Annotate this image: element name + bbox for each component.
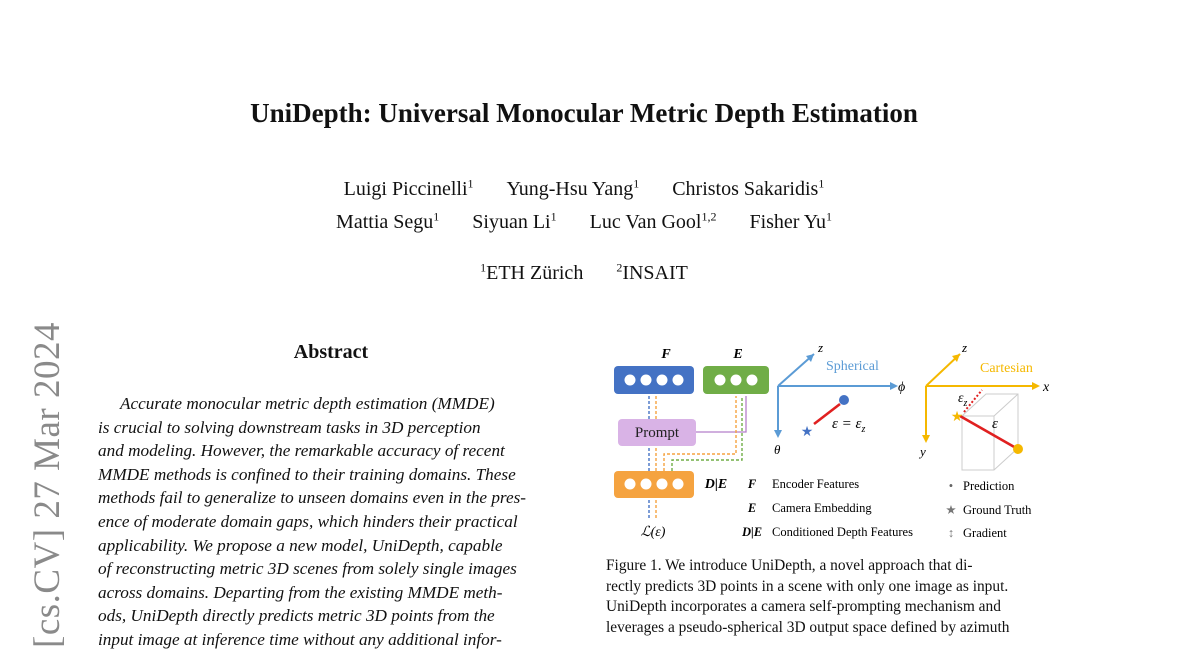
legend-sym: • <box>948 479 954 493</box>
svg-text:★: ★ <box>950 410 964 425</box>
author: Fisher Yu$^1$ <box>749 209 832 233</box>
abstract-line: input image at inference time without any additional infor- <box>98 629 502 649</box>
axis-z-cartesian: z <box>962 340 968 355</box>
legend-text: Encoder Features <box>772 477 860 491</box>
legend-text: Ground Truth <box>963 503 1032 517</box>
abstract-heading: Abstract <box>293 341 369 363</box>
abstract-line: Accurate monocular metric depth estimation (MMDE) <box>120 394 495 413</box>
axis-y: y <box>920 444 926 459</box>
caption-line: UniDepth incorporates a camera self-prompting mechanism and <box>606 598 1001 615</box>
author: Christos Sakaridis$^1$ <box>672 176 825 200</box>
legend-sym: E <box>747 501 757 515</box>
cartesian-label: Cartesian <box>980 361 1033 376</box>
abstract-line: across domains. Departing from the existing MMDE meth- <box>98 582 503 602</box>
abstract-body <box>98 392 563 652</box>
axis-z: z <box>818 340 824 355</box>
legend-sym: F <box>747 477 757 491</box>
eps-eq: $\varepsilon = \varepsilon_z$ <box>832 416 866 435</box>
axis-theta: θ <box>774 442 781 457</box>
abstract-line: and modeling. However, the remarkable accuracy of recent <box>98 441 505 461</box>
figure-1-diagram <box>606 336 1076 546</box>
legend-sym: ↕ <box>947 526 955 540</box>
abstract-line: applicability. We propose a new model, UniDepth, capable <box>98 535 503 555</box>
abstract-line: is crucial to solving downstream tasks in 3D perception <box>98 417 481 437</box>
caption-line: rectly predicts 3D points in a scene with only one image as input. <box>606 577 1009 595</box>
axis-x: x <box>1043 380 1050 395</box>
affiliation: $^2$INSAIT <box>616 260 688 284</box>
eps-z-label: $\varepsilon_z$ <box>958 391 968 409</box>
abstract-line: MMDE methods is confined to their training domains. These <box>98 464 516 484</box>
caption-line: leverages a pseudo-spherical 3D output space defined by azimuth <box>606 618 1010 636</box>
abstract-line: methods fail to generalize to unseen domains even in the pres- <box>98 488 527 508</box>
authors-line-1 <box>0 178 1168 201</box>
author: Luigi Piccinelli$^1$ <box>343 176 474 200</box>
author: Mattia Segu$^1$ <box>336 209 440 233</box>
abstract-line: of reconstructing metric 3D scenes from solely single images <box>98 559 517 579</box>
spherical-label: Spherical <box>826 359 879 374</box>
abstract-line: ods, UniDepth directly predicts metric 3D points from the <box>98 606 495 626</box>
svg-text:★: ★ <box>800 425 814 440</box>
label-de: D|E <box>704 477 728 492</box>
abstract-line: ence of moderate domain gaps, which hinders their practical <box>98 511 518 531</box>
label-f: F <box>661 347 671 362</box>
author: Siyuan Li$^1$ <box>472 209 557 233</box>
legend-sym: ★ <box>945 503 957 517</box>
authors-line-2 <box>0 211 1168 234</box>
axis-phi: ϕ <box>898 380 906 395</box>
legend-text: Prediction <box>963 479 1015 493</box>
figure-caption <box>606 556 1072 638</box>
author: Luc Van Gool$^{1,2}$ <box>589 209 717 233</box>
loss-label: ℒ(ε) <box>640 525 666 540</box>
legend-text: Conditioned Depth Features <box>772 525 913 539</box>
legend-text: Camera Embedding <box>772 501 872 515</box>
caption-line: Figure 1. We introduce UniDepth, a novel approach that di- <box>606 557 973 574</box>
label-e: E <box>733 347 743 362</box>
legend-sym: D|E <box>741 525 763 539</box>
affiliation: $^1$ETH Zürich <box>480 260 584 284</box>
author: Yung-Hsu Yang$^1$ <box>506 176 640 200</box>
affiliations <box>0 262 1168 285</box>
paper-title: UniDepth: Universal Monocular Metric Depth Estimation <box>250 98 918 128</box>
eps-label: ε <box>992 416 998 432</box>
prompt-label: Prompt <box>634 425 680 441</box>
legend-text: Gradient <box>963 526 1007 540</box>
arxiv-stamp: [cs.CV] 27 Mar 2024 <box>27 321 68 648</box>
